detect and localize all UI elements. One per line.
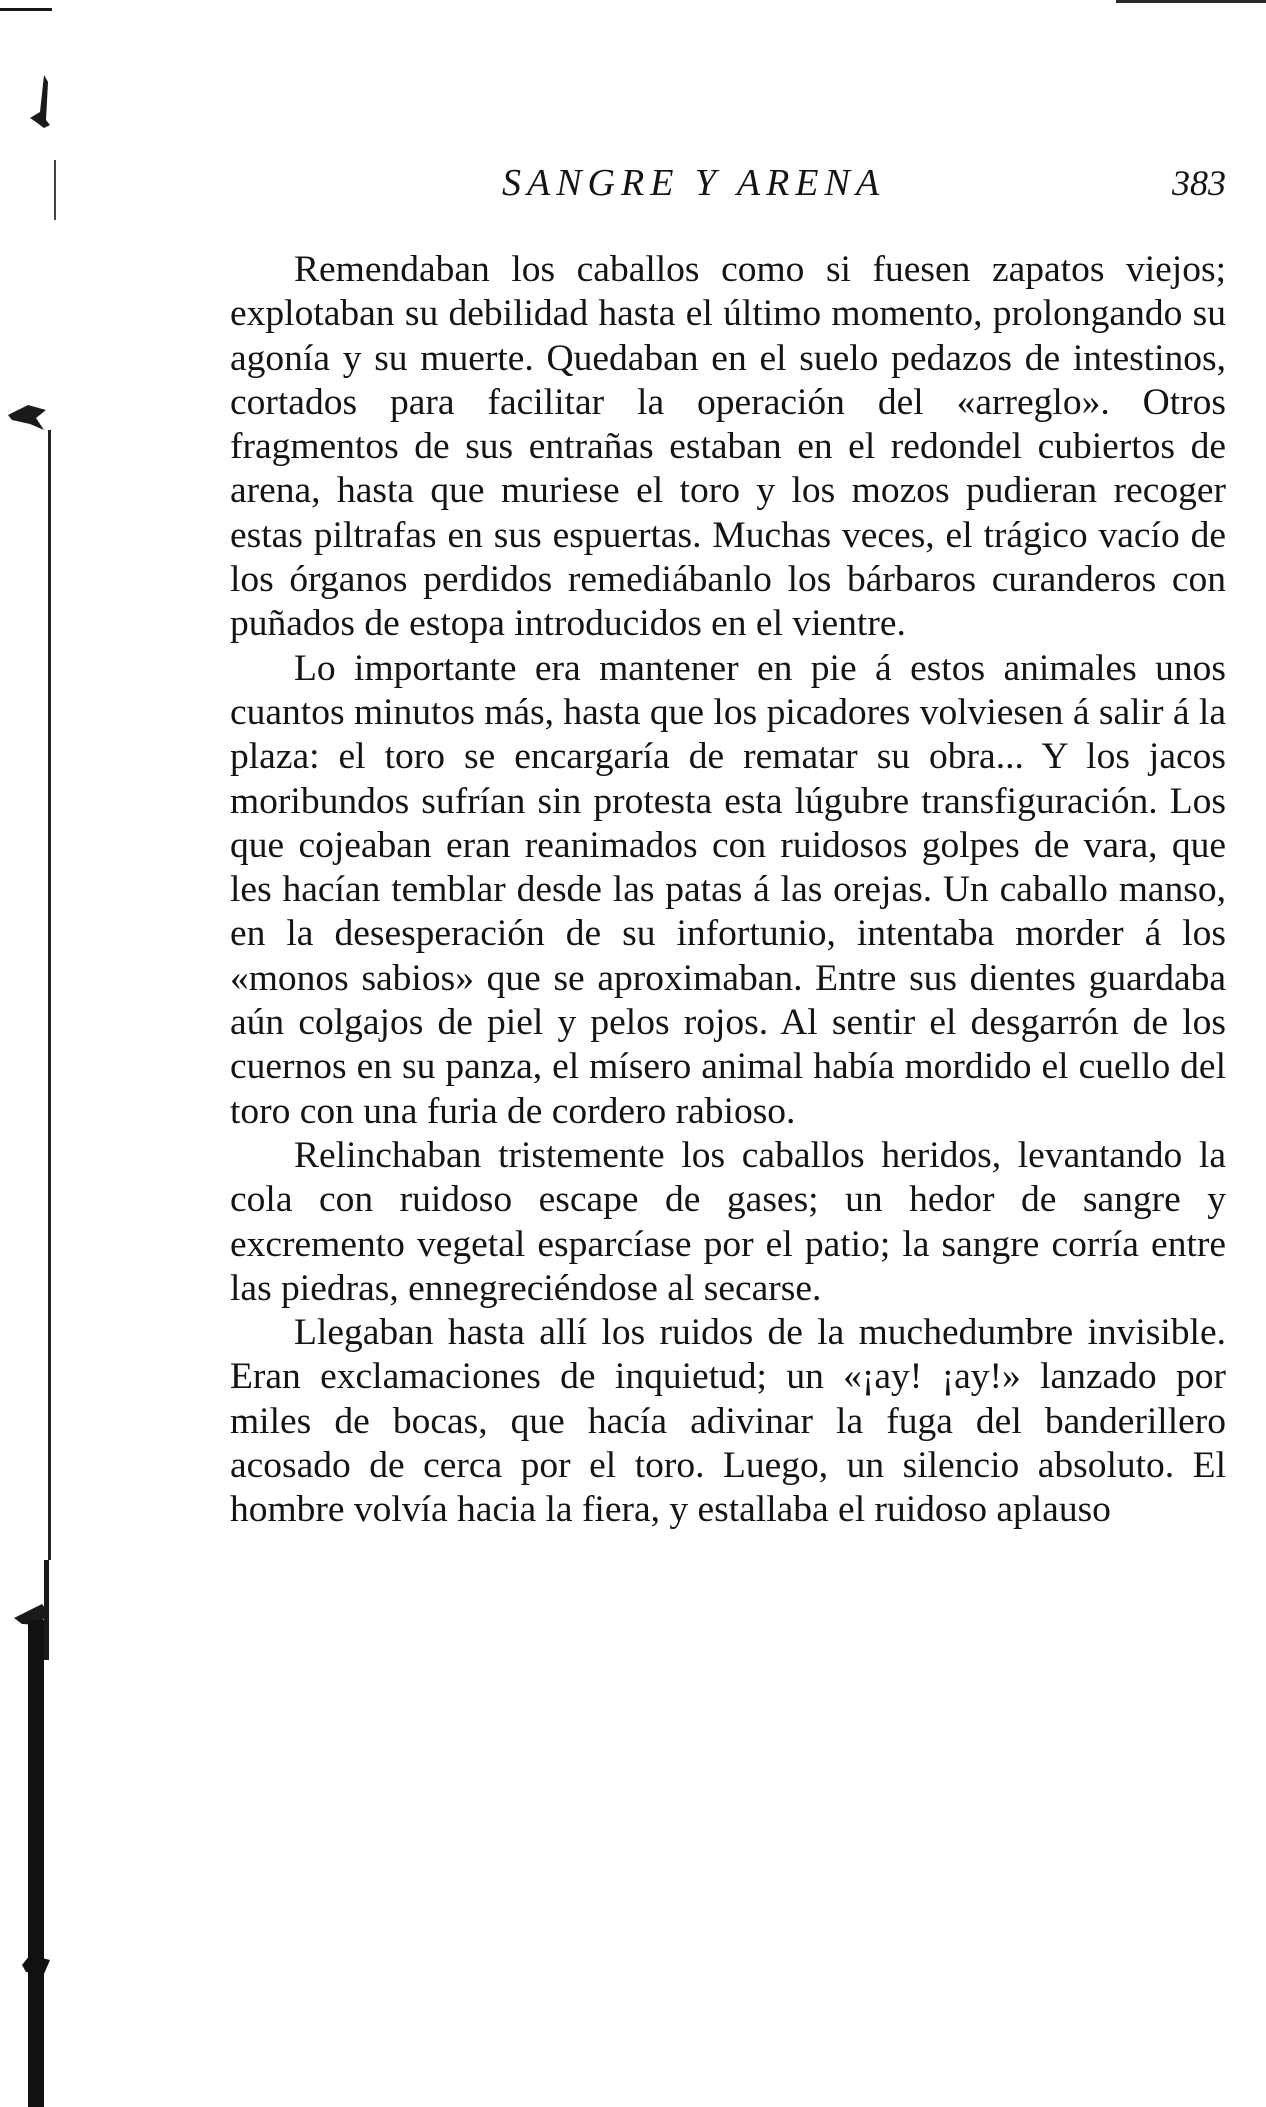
running-head <box>230 160 1226 206</box>
paragraph-2: Lo importante era mantener en pie á estos animales unos cuantos minutos más, hasta que los picadores volviesen á salir á la plaza: el toro se encargaría de rematar su obra... Y los jacos moribundos sufrían sin protesta esta lúgubre transfiguración. Los que cojeaban eran reanimados con ruidosos golpes de vara, que les hacían temblar desde las patas á las orejas. Un caballo manso, en la desesperación de su infortunio, intentaba morder á los «monos sabios» que se aproximaban. Entre sus dientes guardaba aún colgajos de piel y pelos rojos. Al sentir el desgarrón de los cuernos en su panza, el mísero animal había mordido el cuello del toro con una furia de cordero rabioso. <box>230 647 1226 1132</box>
running-title: SANGRE Y ARENA <box>502 162 886 204</box>
page-number: 383 <box>1172 163 1226 203</box>
paragraph-1: Remendaban los caballos como si fuesen zapatos viejos; explotaban su debilidad hasta el último momento, prolongando su agonía y su muerte. Quedaban en el suelo pedazos de intestinos, cortados para facilitar la operación del «arreglo». Otros fragmentos de sus entrañas estaban en el redondel cubiertos de arena, hasta que muriese el toro y los mozos pudieran recoger estas piltrafas en sus espuertas. Muchas veces, el trágico vacío de los órganos perdidos remediábanlo los bárbaros curanderos con puñados de estopa introducidos en el vientre. <box>230 249 1226 645</box>
body-text <box>230 248 1226 1533</box>
top-rule-right <box>1116 0 1266 3</box>
paragraph-4: Llegaban hasta allí los ruidos de la muchedumbre invisible. Eran exclamaciones de inquietud; un «¡ay! ¡ay!» lanzado por miles de bocas, que hacía adivinar la fuga del banderillero acosado de cerca por el toro. Luego, un silencio absoluto. El hombre volvía hacia la fiera, y estallaba el ruidoso aplauso <box>230 1312 1226 1531</box>
binding-edge <box>0 0 60 2107</box>
paragraph-3: Relinchaban tristemente los caballos heridos, levantando la cola con ruidoso escape de gases; un hedor de sangre y excremento vegetal esparcíase por el patio; la sangre corría entre las piedras, ennegreciéndose al secarse. <box>230 1134 1226 1309</box>
